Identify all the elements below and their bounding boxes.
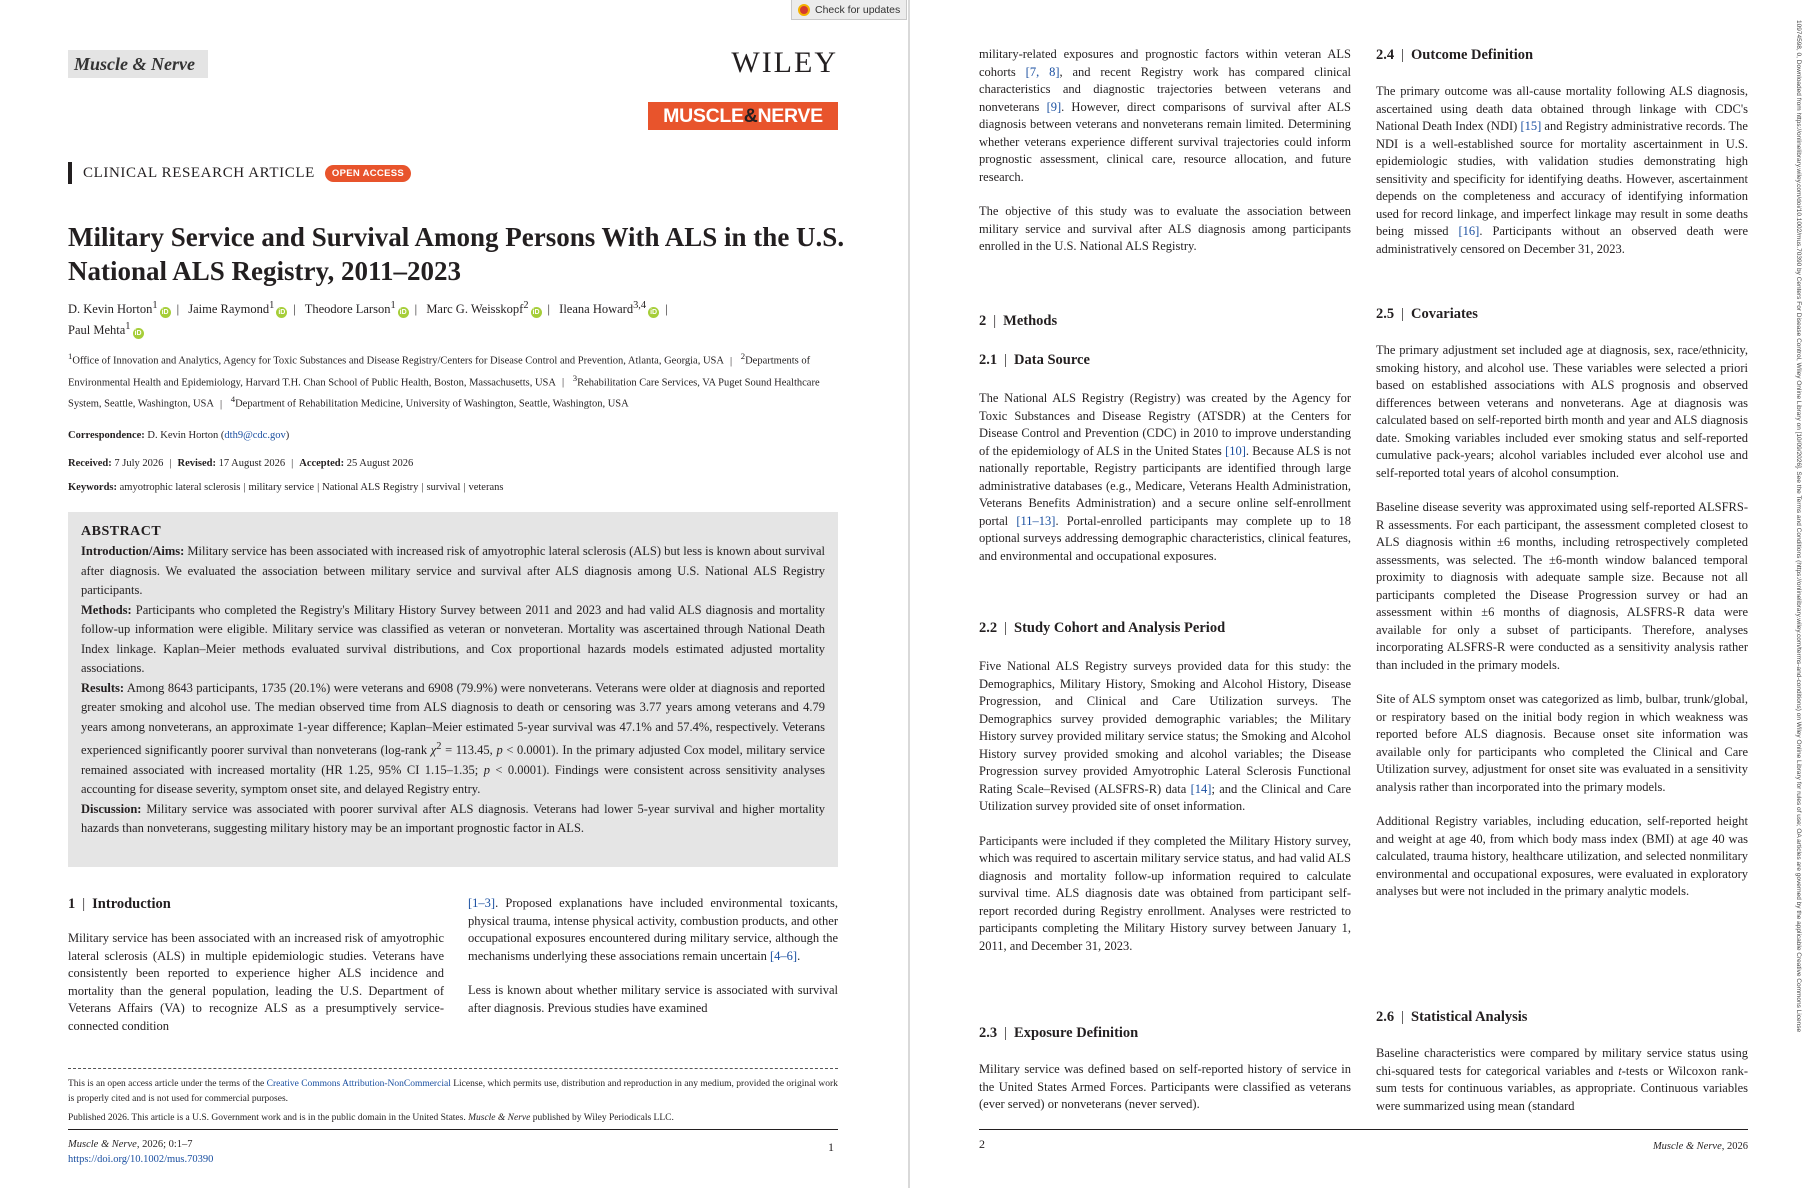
intro-paragraph-cont — [468, 895, 838, 965]
license-note — [68, 1077, 838, 1107]
section-number: 2.2 — [979, 620, 998, 636]
section-number: 2.1 — [979, 352, 998, 368]
abstract-methods — [81, 601, 825, 679]
journal-tag: Muscle & Nerve — [68, 50, 208, 78]
author-separator: | — [547, 302, 551, 317]
abstract-results-text: Among 8643 participants, 1735 (20.1%) were veterans and 6908 (79.9%) were nonveterans. Veterans were older at diagnosis and reported greater smoking and alcohol use. The median observed time from ALS diagnosis to death or censoring was 3.77 years among veterans and 4.79 years among nonveterans, an approximate 1-year difference; Kaplan–Meier estimated 5-year survival was 47.1% and 57.4%, respectively. Veterans experienced significantly poorer survival than nonveterans (log-rank — [81, 680, 826, 758]
correspondence-label: Correspondence: — [68, 430, 145, 441]
journal-logo-amp: & — [743, 105, 758, 127]
p2-paragraph: Baseline disease severity was approximated using self-reported ALSFRS-R assessments. For each participant, the assessment completed closest to ALS diagnosis within ±6 months, including retrospectively completed assessments, was selected. The ±6-month window balanced temporal proximity to diagnosis with adequate sample size. Because not all participants completed the Disease Progression survey or had an assessment within ±6 months of diagnosis, ALSFRS-R data were available for only a subset of participants. Therefore, analyses incorporating ALSFRS-R were conducted as a sensitivity analysis rather than included in the primary models. — [1376, 500, 1748, 672]
journal-logo — [648, 102, 838, 130]
section-number: 2.5 — [1376, 306, 1395, 322]
license-text: License, which permits use, distribution and reproduction in any medium, provided the original work is properly cited and is not used for commercial purposes. — [68, 1079, 838, 1104]
p2-paragraph — [979, 658, 1351, 816]
license-text: This is an open access article under the terms of the — [68, 1079, 267, 1089]
page-number: 1 — [828, 1140, 834, 1154]
author-list — [68, 297, 858, 339]
footnote-rule — [68, 1068, 838, 1069]
affiliation-sup: 2 — [740, 351, 746, 361]
p2-text: Five National ALS Registry surveys provided data for this study: the Demographics, Military History, Smoking and Alcohol History, Disease Progression, and Clinical and Care Utilization surveys. The Demographics survey provided demographic variables; the Military History survey provided military service status; the Smoking and Alcohol History survey provided smoking and alcohol variables; the Disease Progression survey provided Amyotrophic Lateral Sclerosis Functional Rating Scale–Revised (ALSFRS-R) data — [979, 659, 1351, 796]
citation-link[interactable]: [16] — [1458, 224, 1480, 238]
check-for-updates-button[interactable] — [791, 0, 907, 20]
affiliation: Office of Innovation and Analytics, Agency for Toxic Substances and Disease Registry/Centers for Disease Control and Prevention, Atlanta, Georgia, USA — [72, 355, 724, 367]
footer-rule — [979, 1129, 1748, 1130]
intro-paragraph: Less is known about whether military service is associated with survival after diagnosis. Previous studies have examined — [468, 983, 838, 1015]
article-dates — [68, 458, 413, 469]
section-bar: | — [1004, 1025, 1008, 1041]
keyword-separator: | — [421, 482, 424, 493]
section-heading-statistical-analysis — [1376, 1009, 1527, 1026]
section-number: 2.3 — [979, 1025, 998, 1041]
page-number: 2 — [979, 1137, 985, 1151]
section-title: Outcome Definition — [1411, 47, 1534, 63]
p2-paragraph — [979, 46, 1351, 186]
keywords-label: Keywords: — [68, 482, 117, 493]
open-access-badge: OPEN ACCESS — [325, 165, 411, 182]
revised-date: 17 August 2026 — [218, 458, 286, 469]
date-separator: | — [291, 458, 294, 469]
p2-paragraph: The objective of this study was to evaluate the association between military service and survival after ALS diagnosis among participants enrolled in the U.S. National ALS Registry. — [979, 204, 1351, 253]
abstract-results-text: < 0.0001). Findings were consistent across sensitivity analyses accounting for disease severity, symptom onset site, and delayed Registry entry. — [81, 762, 825, 797]
license-link[interactable]: Creative Commons Attribution-NonCommercial — [266, 1079, 451, 1089]
publication-note — [68, 1111, 838, 1126]
section-number: 2 — [979, 313, 987, 329]
author-name[interactable]: D. Kevin Horton — [68, 302, 153, 317]
keyword: military service — [248, 482, 315, 493]
footer-citation-text: , 2026; 0:1–7 — [136, 1139, 193, 1150]
correspondence-email-link[interactable]: dth9@cdc.gov — [224, 430, 286, 441]
keyword-separator: | — [243, 482, 246, 493]
chi-sup: 2 — [436, 741, 442, 752]
abstract-methods-text: Participants who completed the Registry's Military History Survey between 2011 and 2023 and had valid ALS diagnosis and mortality follow-up information were eligible. Military service was classified as veteran or nonveteran. Mortality was ascertained through National Death Index linkage. Kaplan–Meier methods evaluated survival distributions, and Cox proportional hazards models estimated adjusted mortality associations. — [81, 602, 825, 675]
affiliation-separator: | — [219, 398, 223, 410]
section-bar: | — [993, 313, 997, 329]
p2-text: . However, direct comparisons of survival after ALS diagnosis between veterans and nonveterans remain limited. Determining whether veterans experience different survival trajectories could inform prognostic assessment, clinical care, resource allocation, and future research. — [979, 99, 1351, 184]
affiliations — [68, 348, 848, 413]
p2-paragraph — [1376, 83, 1748, 258]
author-name[interactable]: Paul Mehta — [68, 323, 126, 338]
abstract-discussion — [81, 800, 825, 839]
accepted-date: 25 August 2026 — [346, 458, 414, 469]
p2-paragraph: Participants were included if they completed the Military History survey, which was required to ascertain military service status, and had valid ALS diagnosis and mortality follow-up information required to calculate survival time. ALS diagnosis date was obtained from participant self-report recorded during Registry enrollment. Analyses were restricted to participants completing the Military History survey between January 1, 2011, and December 31, 2023. — [979, 833, 1351, 953]
p2-text: ; and the Clinical and Care Utilization survey provided site of onset information. — [979, 781, 1351, 813]
p-symbol: p — [496, 743, 503, 758]
p2-text: and Registry administrative records. The NDI is a well-established source for mortality ascertainment in U.S. epidemiologic studies, with validation studies demonstrating high sensitivity and specificity for identifying deaths. However, ascertainment depends on the completeness and accuracy of identifying information used for record linkage, and imperfect linkage may result in some deaths being missed — [1376, 119, 1748, 238]
journal-logo-left: MUSCLE — [663, 105, 744, 127]
citation-link[interactable]: [1–3] — [468, 896, 496, 910]
abstract-results — [81, 679, 825, 800]
section-title: Statistical Analysis — [1411, 1009, 1528, 1025]
intro-col-left — [68, 930, 444, 1035]
publication-text: Published 2026. This article is a U.S. Government work and is in the public domain in the United States. — [68, 1113, 469, 1123]
citation-link[interactable]: [15] — [1520, 119, 1542, 133]
abstract-results-text: < 0.0001). In the primary adjusted Cox model, military service remained associated with increased mortality (HR 1.25, 95% CI 1.15–1.35; — [81, 743, 825, 777]
p2-text: . Participants without an observed death were administratively censored on December 31, 2023. — [1376, 224, 1748, 256]
intro-text: . Proposed explanations have included environmental toxicants, physical trauma, intense physical activity, combustion products, and other occupational exposures encountered during military service, although the mechanisms underlying these associations remain uncertain — [468, 896, 838, 963]
p2-text: , and recent Registry work has compared clinical characteristics and diagnostic trajectories between veterans and nonveterans — [979, 64, 1351, 114]
correspondence-name: D. Kevin Horton — [147, 430, 219, 441]
affiliation: Departments of Environmental Health and Epidemiology, Harvard T.H. Chan School of Public Health, Boston, Massachusetts, USA — [68, 355, 811, 388]
citation-link[interactable]: [14] — [1190, 781, 1212, 796]
p2-paragraph — [1376, 1045, 1748, 1115]
p2-col1-text — [979, 46, 1351, 256]
p2-s24-text — [1376, 83, 1748, 258]
affiliation-sup: 1 — [68, 351, 73, 361]
author-name[interactable]: Theodore Larson — [304, 302, 391, 317]
citation-link[interactable]: [7, 8] — [1025, 64, 1060, 79]
p2-text: -tests or Wilcoxon rank-sum tests for continuous variables, as appropriate. Continuous variables were summarized using mean (standard — [1376, 1063, 1748, 1113]
orcid-icon[interactable]: iD — [278, 309, 286, 317]
abstract-heading: ABSTRACT — [81, 524, 162, 539]
keyword-separator: | — [317, 482, 320, 493]
p2-text: The National ALS Registry (Registry) was created by the Agency for Toxic Substances and Disease Registry (ATSDR) at the Centers for Disease Control and Prevention (CDC) in 2010 to improve understanding of the epidemiology of ALS in the United States — [979, 391, 1351, 458]
accepted-label: Accepted: — [299, 458, 345, 469]
author-sup: 1 — [125, 321, 131, 333]
article-title: Military Service and Survival Among Persons With ALS in the U.S. National ALS Registry, 2011–2023 — [68, 222, 845, 286]
orcid-icon[interactable]: iD — [134, 330, 142, 338]
section-heading-study-cohort — [979, 620, 1225, 637]
intro-text: . — [797, 948, 801, 963]
p2-text: . Portal-enrolled participants may complete up to 18 optional surveys addressing demographic characteristics, clinical features, and environmental and occupational exposures. — [979, 513, 1351, 563]
section-title: Study Cohort and Analysis Period — [1014, 620, 1226, 636]
section-heading-exposure — [979, 1025, 1138, 1042]
citation-link[interactable]: [11–13] — [1016, 513, 1056, 528]
affiliation: Department of Rehabilitation Medicine, University of Washington, Seattle, Washington, USA — [235, 398, 629, 410]
section-bar: | — [1004, 352, 1008, 368]
section-heading-introduction — [68, 896, 171, 913]
publication-text: published by Wiley Periodicals LLC. — [530, 1113, 674, 1123]
author-sup: 1 — [152, 300, 158, 311]
section-title: Data Source — [1014, 352, 1090, 368]
p2-paragraph: Site of ALS symptom onset was categorized as limb, bulbar, trunk/global, or respiratory based on the initial body region in which weakness was reported before ALS diagnosis. Because onset site information was available only for participants who completed the Clinical and Care Utilization survey, adjustment for onset site was evaluated in a sensitivity analysis rather than incorporated into the primary models. — [1376, 692, 1748, 794]
section-heading-covariates — [1376, 306, 1478, 323]
p2-text: military-related exposures and prognostic factors within veteran ALS cohorts — [979, 47, 1351, 79]
download-sidebar-note: 10974598, 0, Downloaded from https://onlinelibrary.wiley.com/doi/10.1002/mus.70390 by Centers For Disease Control, Wiley Online Library on [10/09/2026]. See the Terms and Conditions (https://onlinelibrary.wiley.com/terms-and-conditions) on Wiley Online Library for rules of use; OA articles are governed by the applicable Creative Commons License — [1795, 20, 1802, 1033]
footer-citation — [68, 1137, 213, 1152]
author-separator: | — [665, 302, 668, 317]
affiliation: Rehabilitation Care Services, VA Puget Sound Healthcare System, Seattle, Washington, USA — [68, 377, 820, 410]
section-heading-methods — [979, 313, 1057, 330]
abstract-results-label: Results: — [81, 680, 125, 695]
author-separator: | — [293, 302, 296, 317]
publisher-logo: WILEY — [731, 46, 838, 79]
page-2 — [910, 0, 1818, 1188]
footer-year: , 2026 — [1721, 1141, 1748, 1152]
keyword: survival — [426, 482, 461, 493]
t-symbol: t — [1618, 1063, 1622, 1078]
keywords — [68, 482, 848, 493]
abstract-intro-text: Military service has been associated with increased risk of amyotrophic lateral sclerosis (ALS) but less is known about survival after diagnosis. We evaluated the association between military service and survival after ALS diagnosis among U.S. National ALS Registry participants. — [81, 544, 825, 597]
p2-s26-text — [1376, 1045, 1748, 1115]
footnotes — [68, 1077, 838, 1126]
orcid-icon[interactable]: iD — [650, 309, 658, 317]
p2-s22-text — [979, 658, 1351, 955]
author-name[interactable]: Jaime Raymond — [188, 302, 270, 317]
section-number: 1 — [68, 896, 76, 912]
section-title: Covariates — [1411, 306, 1478, 322]
date-separator: | — [169, 458, 172, 469]
section-bar: | — [1401, 306, 1405, 322]
p2-paragraph: Military service was defined based on self-reported history of service in the United States Armed Forces. Participants were classified as veterans (ever served) or nonveterans (never served). — [979, 1062, 1351, 1111]
p2-text: Baseline characteristics were compared by military service status using chi-squared tests for categorical variables and — [1376, 1046, 1748, 1078]
p2-paragraph: Additional Registry variables, including education, self-reported height and weight at age 40, from which body mass index (BMI) at age 40 was calculated, trauma history, healthcare utilization, and selected nonmilitary environmental and occupational exposures, were evaluated in exploratory analyses but were not included in the primary analytic models. — [1376, 814, 1748, 898]
section-title: Methods — [1003, 313, 1058, 329]
crossmark-icon — [798, 4, 810, 16]
section-bar: | — [1401, 1009, 1405, 1025]
p-symbol: p — [483, 762, 490, 777]
intro-paragraph: Military service has been associated with an increased risk of amyotrophic lateral sclerosis (ALS) in multiple epidemiologic studies. Veterans have consistently been reported to experience higher ALS incidence and mortality than the general population, leading the U.S. Department of Veterans Affairs (VA) to recognize ALS as a presumptively service-connected condition — [68, 931, 444, 1033]
received-date: 7 July 2026 — [114, 458, 164, 469]
page-footer — [68, 1137, 213, 1167]
section-title: Introduction — [92, 896, 171, 912]
abstract-intro-label: Introduction/Aims: — [81, 544, 185, 558]
orcid-icon[interactable]: iD — [399, 309, 407, 317]
footer-rule — [68, 1129, 838, 1130]
author-separator: | — [176, 302, 180, 317]
section-number: 2.6 — [1376, 1009, 1395, 1025]
keyword-separator: | — [463, 482, 466, 493]
page-1 — [0, 0, 908, 1188]
abstract-discussion-text: Military service was associated with poorer survival after ALS diagnosis. Veterans had lower 5-year survival and higher mortality hazards than nonveterans, suggesting military history may be an important prognostic factor in ALS. — [81, 801, 826, 836]
author-sup: 1 — [269, 300, 275, 311]
p2-s23-text — [979, 1061, 1351, 1114]
citation-link[interactable]: [10] — [1225, 443, 1246, 458]
abstract-methods-label: Methods: — [81, 602, 132, 617]
author-sup: 3,4 — [633, 300, 647, 311]
p2-s21-text — [979, 390, 1351, 565]
author-sup: 1 — [390, 300, 396, 311]
author-sup: 2 — [523, 300, 529, 311]
check-for-updates-label: Check for updates — [815, 3, 901, 16]
received-label: Received: — [68, 458, 112, 469]
orcid-icon[interactable]: iD — [161, 309, 169, 317]
author-name[interactable]: Marc G. Weisskopf — [426, 302, 524, 317]
p2-paragraph: The primary adjustment set included age at diagnosis, sex, race/ethnicity, smoking history, and alcohol use. These variables were selected a priori based on established associations with ALS prognosis and observed differences between veterans and nonveterans. Age at diagnosis was calculated based on self-reported birth month and year and ALS diagnosis date. Smoking variables included ever smoking status and self-reported cumulative pack-years; alcohol variables included ever alcohol use and self-reported total years of alcohol consumption. — [1376, 343, 1748, 480]
section-number: 2.4 — [1376, 47, 1395, 63]
footer-journal: Muscle & Nerve — [68, 1139, 137, 1150]
doi-link[interactable]: https://doi.org/10.1002/mus.70390 — [68, 1154, 214, 1165]
publication-journal: Muscle & Nerve — [468, 1113, 531, 1123]
section-heading-data-source — [979, 352, 1090, 369]
author-name[interactable]: Ileana Howard — [559, 302, 634, 317]
intro-col-right — [468, 895, 838, 1017]
chi-symbol: χ — [430, 743, 437, 758]
p2-text: . Because ALS is not nationally reportable, Registry participants are identified through large administrative databases (e.g., Medicare, Veterans Health Administration, Veterans Benefits Administration) and a secure online self-enrollment portal — [979, 443, 1351, 528]
affiliation-sup: 4 — [230, 394, 236, 404]
citation-link[interactable]: [9] — [1046, 99, 1062, 114]
section-heading-outcome — [1376, 47, 1533, 64]
section-bar: | — [1004, 620, 1008, 636]
affiliation-separator: | — [729, 355, 733, 367]
p2-text: The primary outcome was all-cause mortality following ALS diagnosis, ascertained using death data obtained through linkage with CDC's National Death Index (NDI) — [1376, 84, 1748, 133]
affiliation-sup: 3 — [572, 372, 578, 383]
footer-journal — [1610, 1139, 1748, 1154]
p2-s25-text — [1376, 342, 1748, 901]
article-type — [68, 162, 411, 184]
author-separator: | — [414, 302, 418, 317]
revised-label: Revised: — [177, 458, 216, 469]
keyword: National ALS Registry — [322, 482, 419, 493]
orcid-icon[interactable]: iD — [532, 309, 540, 317]
section-title: Exposure Definition — [1014, 1025, 1139, 1041]
section-bar: | — [1401, 47, 1405, 63]
keyword: amyotrophic lateral sclerosis — [119, 482, 241, 493]
affiliation-separator: | — [561, 377, 565, 388]
section-bar: | — [82, 896, 86, 912]
abstract-results-text: = 113.45, — [441, 743, 497, 758]
keyword: veterans — [468, 482, 504, 493]
abstract-discussion-label: Discussion: — [81, 801, 142, 816]
footer-journal-name: Muscle & Nerve — [1652, 1141, 1722, 1152]
article-type-label: CLINICAL RESEARCH ARTICLE — [83, 165, 315, 181]
journal-logo-right: NERVE — [757, 105, 823, 127]
correspondence: Correspondence: D. Kevin Horton (dth9@cdc.gov) — [68, 430, 290, 441]
abstract-intro — [81, 542, 825, 601]
citation-link[interactable]: [4–6] — [770, 948, 798, 963]
abstract-box — [68, 512, 838, 867]
p2-paragraph — [979, 390, 1351, 565]
